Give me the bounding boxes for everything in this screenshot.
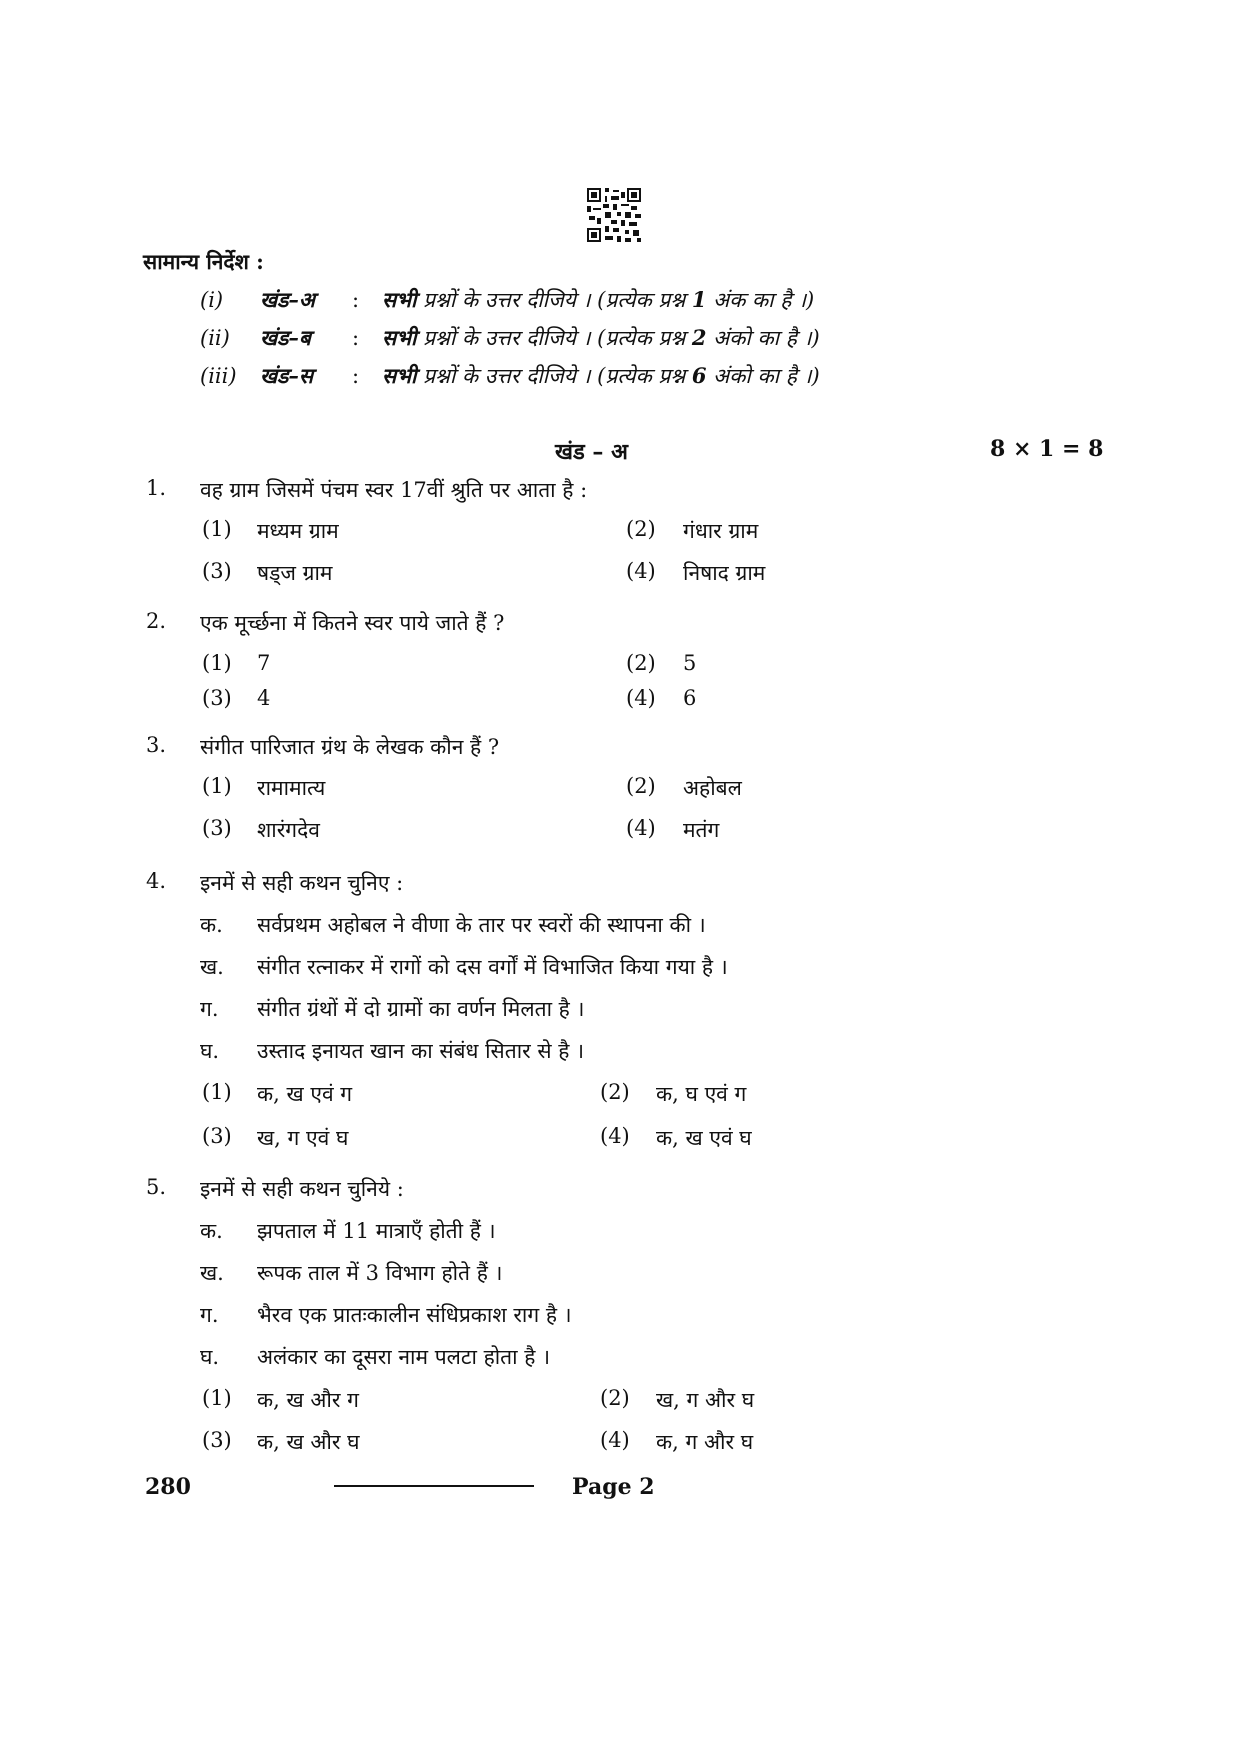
option-number: (4) [600,1124,630,1148]
statement-label: ख. [200,1261,224,1285]
question-number: 5. [146,1175,167,1199]
option-number: (1) [202,651,232,675]
option-number: (2) [600,1080,630,1104]
instruction-line: (ii) खंड–ब : सभी प्रश्नों के उत्तर दीजिये । (प्रत्येक प्रश्न 2 अंको का है ।) [200,325,820,350]
option-text: ख, ग और घ [656,1388,755,1412]
option-text: ख, ग एवं घ [257,1126,349,1150]
question-text: इनमें से सही कथन चुनिए : [200,871,404,895]
option-number: (3) [202,559,232,583]
option-number: (2) [626,517,656,541]
option-number: (2) [626,651,656,675]
statement-label: क. [200,913,223,937]
statement-text: अलंकार का दूसरा नाम पलटा होता है । [257,1345,551,1369]
option-number: (3) [202,816,232,840]
statement-text: उस्ताद इनायत खान का संबंध सितार से है । [257,1039,585,1063]
statement-label: घ. [200,1345,220,1369]
statement-label: ग. [200,997,219,1021]
option-text: क, ख और ग [257,1388,359,1412]
option-number: (4) [600,1428,630,1452]
question-text: वह ग्राम जिसमें पंचम स्वर 17वीं श्रुति पर आता है : [200,478,588,502]
statement-label: ग. [200,1303,219,1327]
option-number: (3) [202,1124,232,1148]
section-a-marks: 8 × 1 = 8 [990,436,1104,462]
section-a-heading: खंड – अ [555,439,628,465]
option-text: 4 [257,686,271,710]
statement-label: ख. [200,955,224,979]
instruction-line: (iii) खंड–स : सभी प्रश्नों के उत्तर दीजिये । (प्रत्येक प्रश्न 6 अंको का है ।) [200,363,820,388]
statement-text: सर्वप्रथम अहोबल ने वीणा के तार पर स्वरों की स्थापना की । [257,913,706,937]
page-number: Page 2 [572,1474,655,1500]
option-text: क, ख एवं ग [257,1082,353,1106]
question-number: 1. [146,476,167,500]
qr-code [587,188,641,242]
option-number: (3) [202,1428,232,1452]
option-text: निषाद ग्राम [683,561,766,585]
option-number: (3) [202,686,232,710]
option-number: (4) [626,686,656,710]
option-text: क, घ एवं ग [656,1082,747,1106]
option-number: (1) [202,517,232,541]
option-number: (1) [202,1080,232,1104]
option-text: क, ग और घ [656,1430,754,1454]
question-number: 4. [146,869,167,893]
question-number: 2. [146,609,167,633]
option-text: 7 [257,651,271,675]
statement-label: क. [200,1219,223,1243]
option-number: (1) [202,1386,232,1410]
statement-text: संगीत रत्नाकर में रागों को दस वर्गों में विभाजित किया गया है । [257,955,728,979]
option-text: मतंग [683,818,720,842]
option-text: षड्ज ग्राम [257,561,333,585]
statement-label: घ. [200,1039,220,1063]
option-text: 6 [683,686,697,710]
option-number: (1) [202,774,232,798]
option-text: शारंगदेव [257,818,320,842]
option-number: (2) [626,774,656,798]
statement-text: रूपक ताल में 3 विभाग होते हैं । [257,1261,503,1285]
question-number: 3. [146,733,167,757]
option-text: क, ख एवं घ [656,1126,752,1150]
option-text: अहोबल [683,776,742,800]
question-text: इनमें से सही कथन चुनिये : [200,1177,404,1201]
general-instructions-title: सामान्य निर्देश : [143,249,264,274]
statement-text: भैरव एक प्रातःकालीन संधिप्रकाश राग है । [257,1303,572,1327]
question-text: संगीत पारिजात ग्रंथ के लेखक कौन हैं ? [200,735,500,759]
option-text: क, ख और घ [257,1430,360,1454]
option-number: (4) [626,559,656,583]
paper-code: 280 [145,1474,191,1500]
option-text: गंधार ग्राम [683,519,759,543]
option-text: 5 [683,651,697,675]
statement-text: झपताल में 11 मात्राएँ होती हैं । [257,1219,496,1243]
option-number: (2) [600,1386,630,1410]
footer-divider [334,1485,534,1487]
instruction-line: (i) खंड–अ : सभी प्रश्नों के उत्तर दीजिये । (प्रत्येक प्रश्न 1 अंक का है ।) [200,287,815,312]
option-text: रामामात्य [257,776,326,800]
option-number: (4) [626,816,656,840]
option-text: मध्यम ग्राम [257,519,339,543]
question-text: एक मूर्च्छना में कितने स्वर पाये जाते हैं ? [200,611,505,635]
statement-text: संगीत ग्रंथों में दो ग्रामों का वर्णन मिलता है । [257,997,585,1021]
